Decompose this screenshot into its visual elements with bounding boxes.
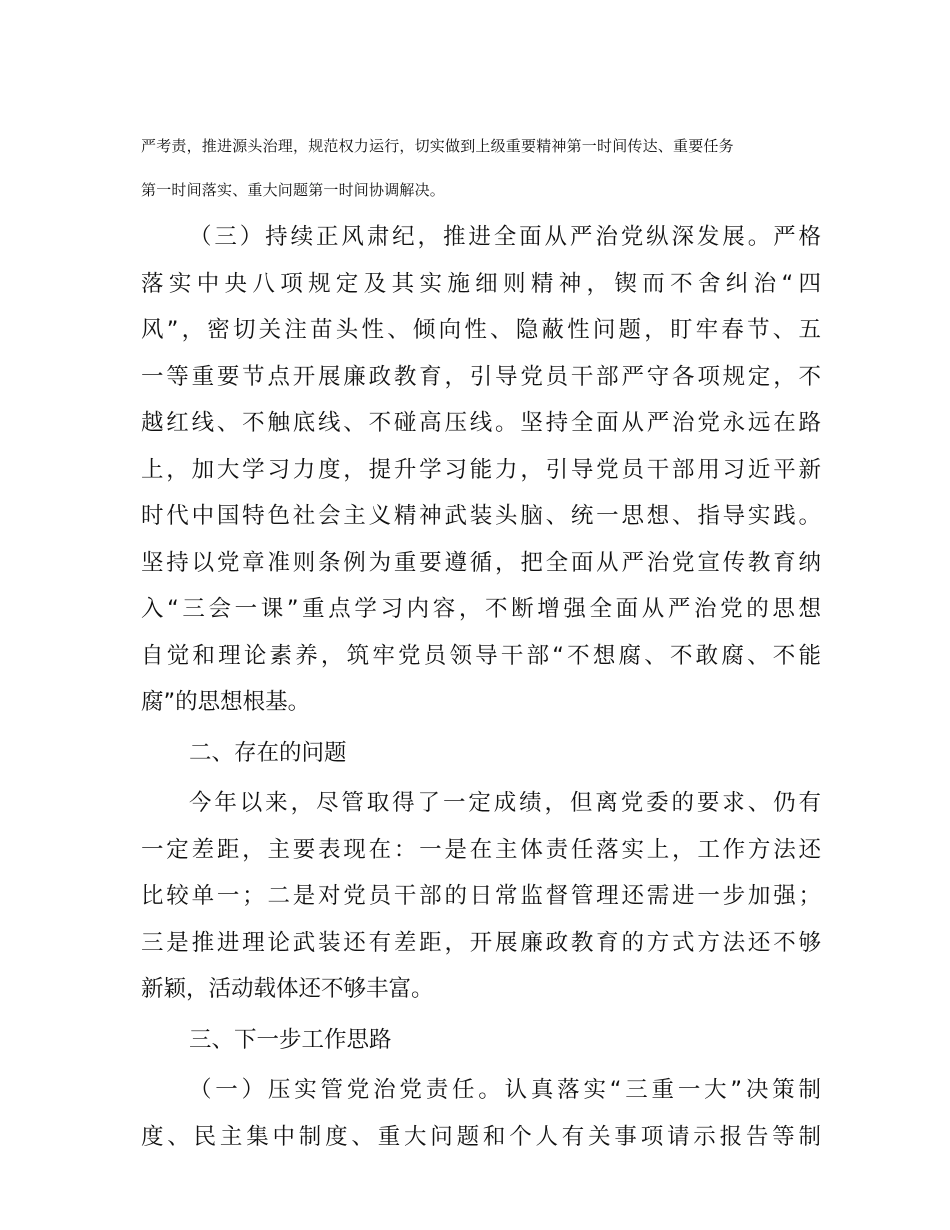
paragraph-line: 入“三会一课”重点学习内容，不断增强全面从严治党的思想 bbox=[141, 596, 821, 622]
paragraph-line: （三）持续正风肃纪，推进全面从严治党纵深发展。严格 bbox=[189, 224, 821, 250]
paragraph-line: 上，加大学习力度，提升学习能力，引导党员干部用习近平新 bbox=[141, 456, 821, 483]
paragraph-line: 坚持以党章准则条例为重要遵循，把全面从严治党宣传教育纳 bbox=[141, 549, 821, 576]
next-steps-paragraph bbox=[141, 1067, 821, 1160]
paragraph-line: 新颖，活动载体还不够丰富。 bbox=[141, 976, 434, 1002]
paragraph-line: 腐”的思想根基。 bbox=[141, 689, 311, 715]
paragraph-line: 一等重要节点开展廉政教育，引导党员干部严守各项规定，不 bbox=[141, 363, 821, 390]
paragraph-line: 一定差距，主要表现在：一是在主体责任落实上，工作方法还 bbox=[141, 836, 821, 863]
paragraph-line: 落实中央八项规定及其实施细则精神，锲而不舍纠治“四 bbox=[141, 270, 821, 297]
paragraph-line: 自觉和理论素养，筑牢党员领导干部“不想腐、不敢腐、不能 bbox=[141, 642, 821, 669]
paragraph-line: 度、民主集中制度、重大问题和个人有关事项请示报告等制 bbox=[141, 1123, 821, 1150]
paragraph-line: 三是推进理论武装还有差距，开展廉政教育的方式方法还不够 bbox=[141, 929, 821, 956]
paragraph-line: 越红线、不触底线、不碰高压线。坚持全面从严治党永远在路 bbox=[141, 410, 821, 436]
section-heading-next-steps: 三、下一步工作思路 bbox=[189, 1026, 392, 1053]
paragraph-line: （一）压实管党治党责任。认真落实“三重一大”决策制 bbox=[189, 1077, 821, 1103]
paragraph-line: 今年以来，尽管取得了一定成绩，但离党委的要求、仍有 bbox=[189, 790, 821, 816]
intro-line: 严考责，推进源头治理，规范权力运行，切实做到上级重要精神第一时间传达、重要任务 bbox=[141, 137, 734, 155]
intro-line: 第一时间落实、重大问题第一时间协调解决。 bbox=[141, 181, 446, 199]
paragraph-line: 比较单一；二是对党员干部的日常监督管理还需进一步加强； bbox=[141, 883, 821, 909]
intro-paragraph bbox=[141, 124, 821, 212]
main-text bbox=[141, 214, 821, 1160]
section-heading-problems: 二、存在的问题 bbox=[189, 739, 347, 766]
section-3-paragraph bbox=[141, 214, 821, 726]
problems-paragraph bbox=[141, 780, 821, 1013]
paragraph-line: 时代中国特色社会主义精神武装头脑、统一思想、指导实践。 bbox=[141, 503, 821, 529]
paragraph-line: 风”，密切关注苗头性、倾向性、隐蔽性问题，盯牢春节、五 bbox=[141, 317, 821, 343]
